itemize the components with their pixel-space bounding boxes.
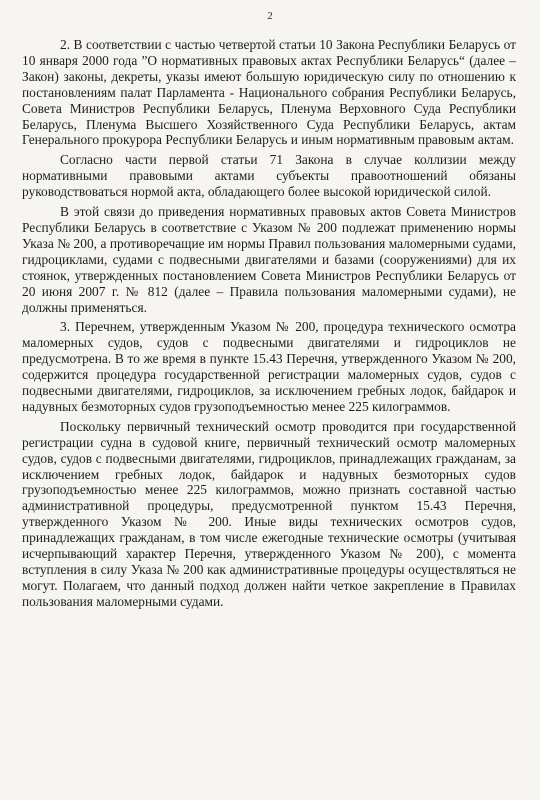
paragraph-article-71: Согласно части первой статьи 71 Закона в случае коллизии между нормативными правовыми актами субъекты правоотношений обязаны руководствоваться нормой акта, обладающего более высокой юридической силой.	[22, 152, 516, 200]
paragraph-section-3: 3. Перечнем, утвержденным Указом № 200, процедура технического осмотра маломерных судов, судов с подвесными двигателями и гидроциклов не предусмотрена. В то же время в пункте 15.43 Перечня, утвержденного Указом № 200, содержится процедура государственной регистрации маломерных судов, судов с подвесными двигателями, гидроциклов, за исключением гребных лодок, байдарок и надувных безмоторных судов грузоподъемностью менее 225 килограммов.	[22, 319, 516, 414]
page-number: 2	[267, 10, 273, 22]
paragraph-technical-inspection: Поскольку первичный технический осмотр проводится при государственной регистрации судна в судовой книге, первичный технический осмотр маломерных судов, судов с подвесными двигателями, гидроциклов, принадлежащих гражданам, за исключением гребных лодок, байдарок и надувных безмоторных судов грузоподъемностью менее 225 килограммов, можно признать составной частью административной процедуры, предусмотренной пунктом 15.43 Перечня, утвержденного Указом № 200. Иные виды технических осмотров судов, принадлежащих гражданам, в том числе ежегодные технические осмотры (учитывая исчерпывающий характер Перечня, утвержденного Указом № 200), с момента вступления в силу Указа № 200 как административные процедуры осуществляться не могут. Полагаем, что данный подход должен найти четкое закрепление в Правилах пользования маломерными судами.	[22, 418, 516, 609]
paragraph-section-2: 2. В соответствии с частью четвертой статьи 10 Закона Республики Беларусь от 10 января 2000 года ”О нормативных правовых актах Республики Беларусь“ (далее – Закон) законы, декреты, указы имеют большую юридическую силу по отношению к постановлениям палат Парламента - Национального собрания Республики Беларусь, Совета Министров Республики Беларусь, Пленума Верховного Суда Республики Беларусь, Пленума Высшего Хозяйственного Суда Республики Беларусь, актам Генерального прокурора Республики Беларусь и иным нормативным правовым актам.	[22, 37, 516, 148]
document-body	[22, 37, 516, 614]
paragraph-decree-priority: В этой связи до приведения нормативных правовых актов Совета Министров Республики Беларусь в соответствие с Указом № 200 подлежат применению нормы Указа № 200, а противоречащие им нормы Правил пользования маломерными судами, гидроциклами, судами с подвесными двигателями и базами (сооружениями) для их стоянок, утвержденных постановлением Совета Министров Республики Беларусь от 20 июня 2007 г. № 812 (далее – Правила пользования маломерными судами), не должны применяться.	[22, 204, 516, 315]
